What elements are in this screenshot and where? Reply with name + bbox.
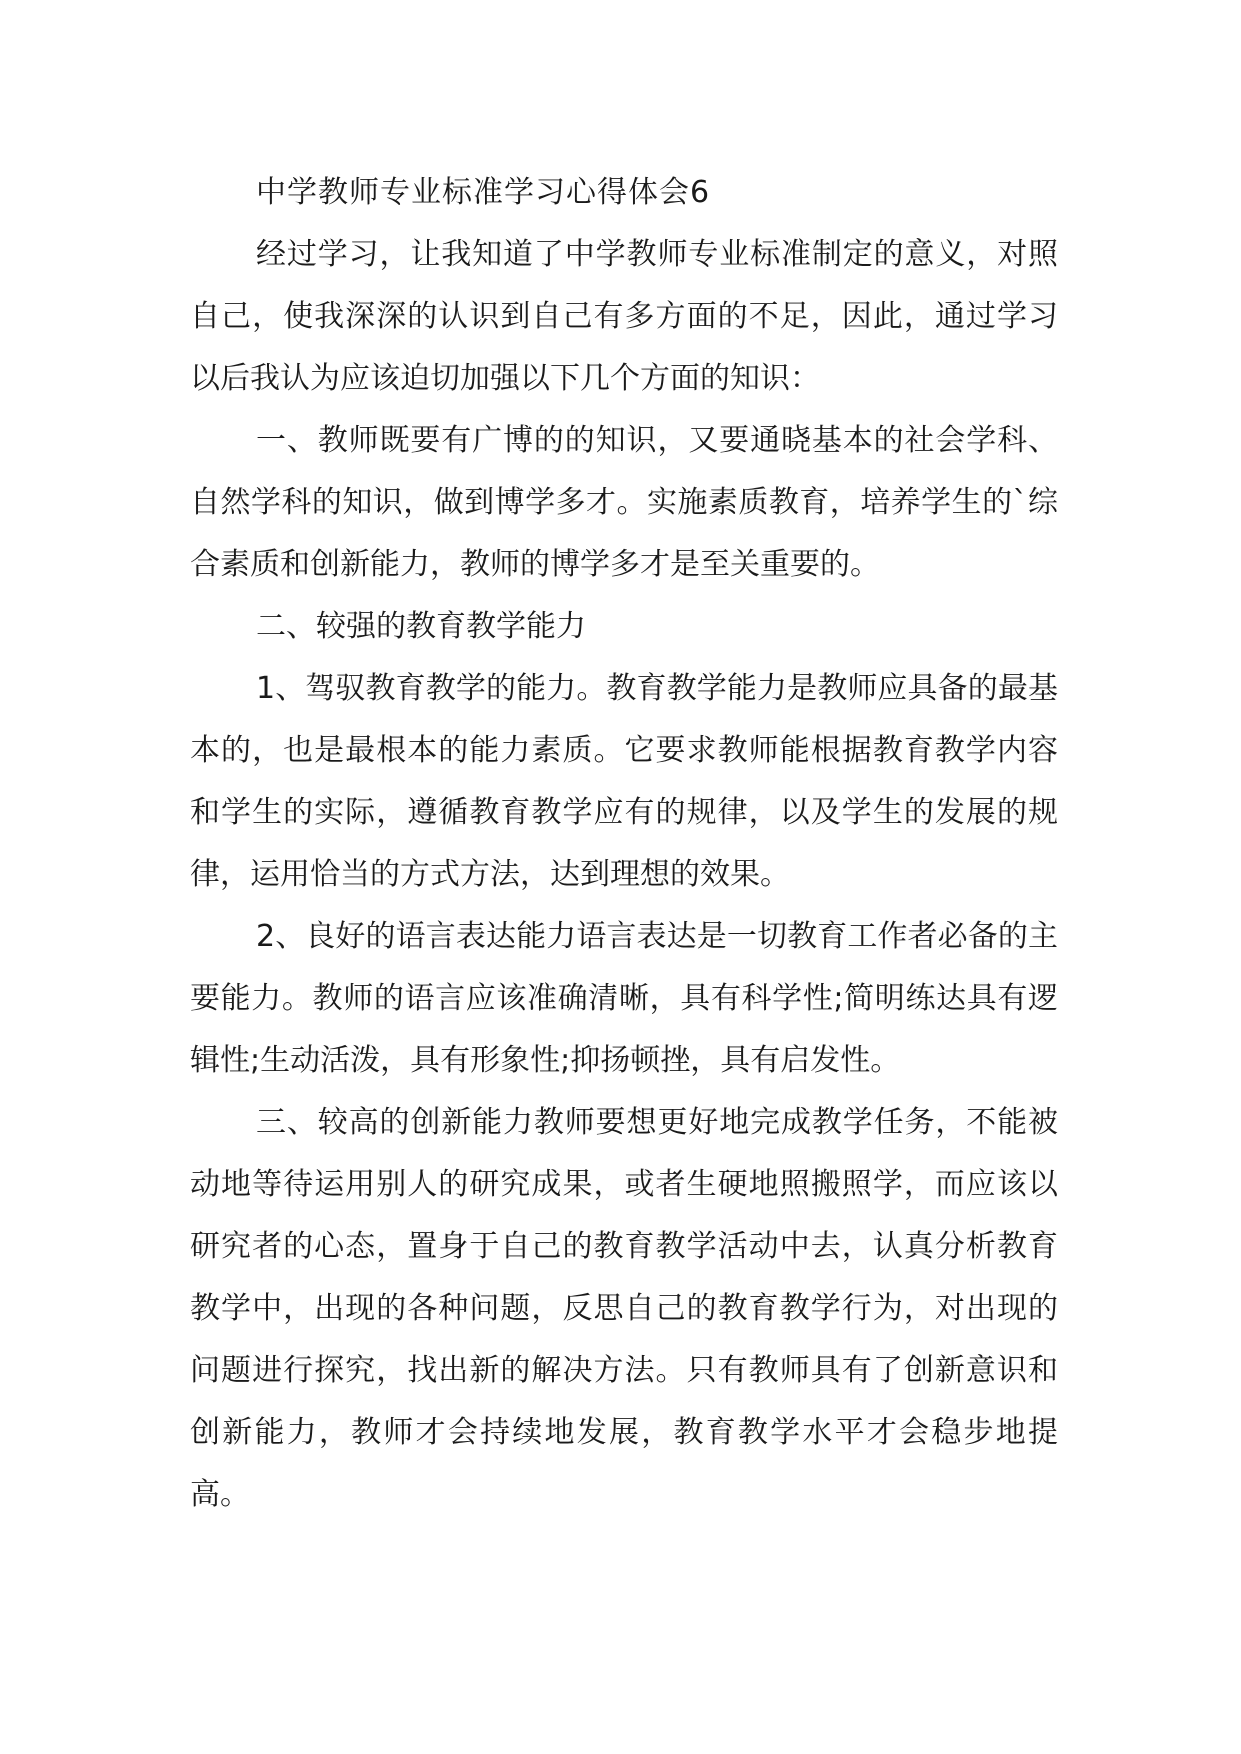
paragraph-intro: 经过学习，让我知道了中学教师专业标准制定的意义，对照自己，使我深深的认识到自己有多方面的不足，因此，通过学习以后我认为应该迫切加强以下几个方面的知识： xyxy=(190,237,1058,396)
paragraph-section-2-item-2: 2、良好的语言表达能力语言表达是一切教育工作者必备的主要能力。教师的语言应该准确清晰，具有科学性;简明练达具有逻辑性;生动活泼，具有形象性;抑扬顿挫，具有启发性。 xyxy=(190,919,1058,1078)
paragraph-section-2-item-1: 1、驾驭教育教学的能力。教育教学能力是教师应具备的最基本的，也是最根本的能力素质。它要求教师能根据教育教学内容和学生的实际，遵循教育教学应有的规律，以及学生的发展的规律，运用恰当的方式方法，达到理想的效果。 xyxy=(190,671,1058,892)
paragraph-section-3: 三、较高的创新能力教师要想更好地完成教学任务，不能被动地等待运用别人的研究成果，或者生硬地照搬照学，而应该以研究者的心态，置身于自己的教育教学活动中去，认真分析教育教学中，出现的各种问题，反思自己的教育教学行为，对出现的问题进行探究，找出新的解决方法。只有教师具有了创新意识和创新能力，教师才会持续地发展，教育教学水平才会稳步地提高。 xyxy=(190,1105,1058,1512)
document-page xyxy=(190,162,1058,1526)
paragraph-section-1: 一、教师既要有广博的的知识，又要通晓基本的社会学科、自然学科的知识，做到博学多才。实施素质教育，培养学生的`综合素质和创新能力，教师的博学多才是至关重要的。 xyxy=(190,423,1058,582)
document-title: 中学教师专业标准学习心得体会6 xyxy=(256,175,711,210)
paragraph-section-2-heading: 二、较强的教育教学能力 xyxy=(256,609,586,644)
